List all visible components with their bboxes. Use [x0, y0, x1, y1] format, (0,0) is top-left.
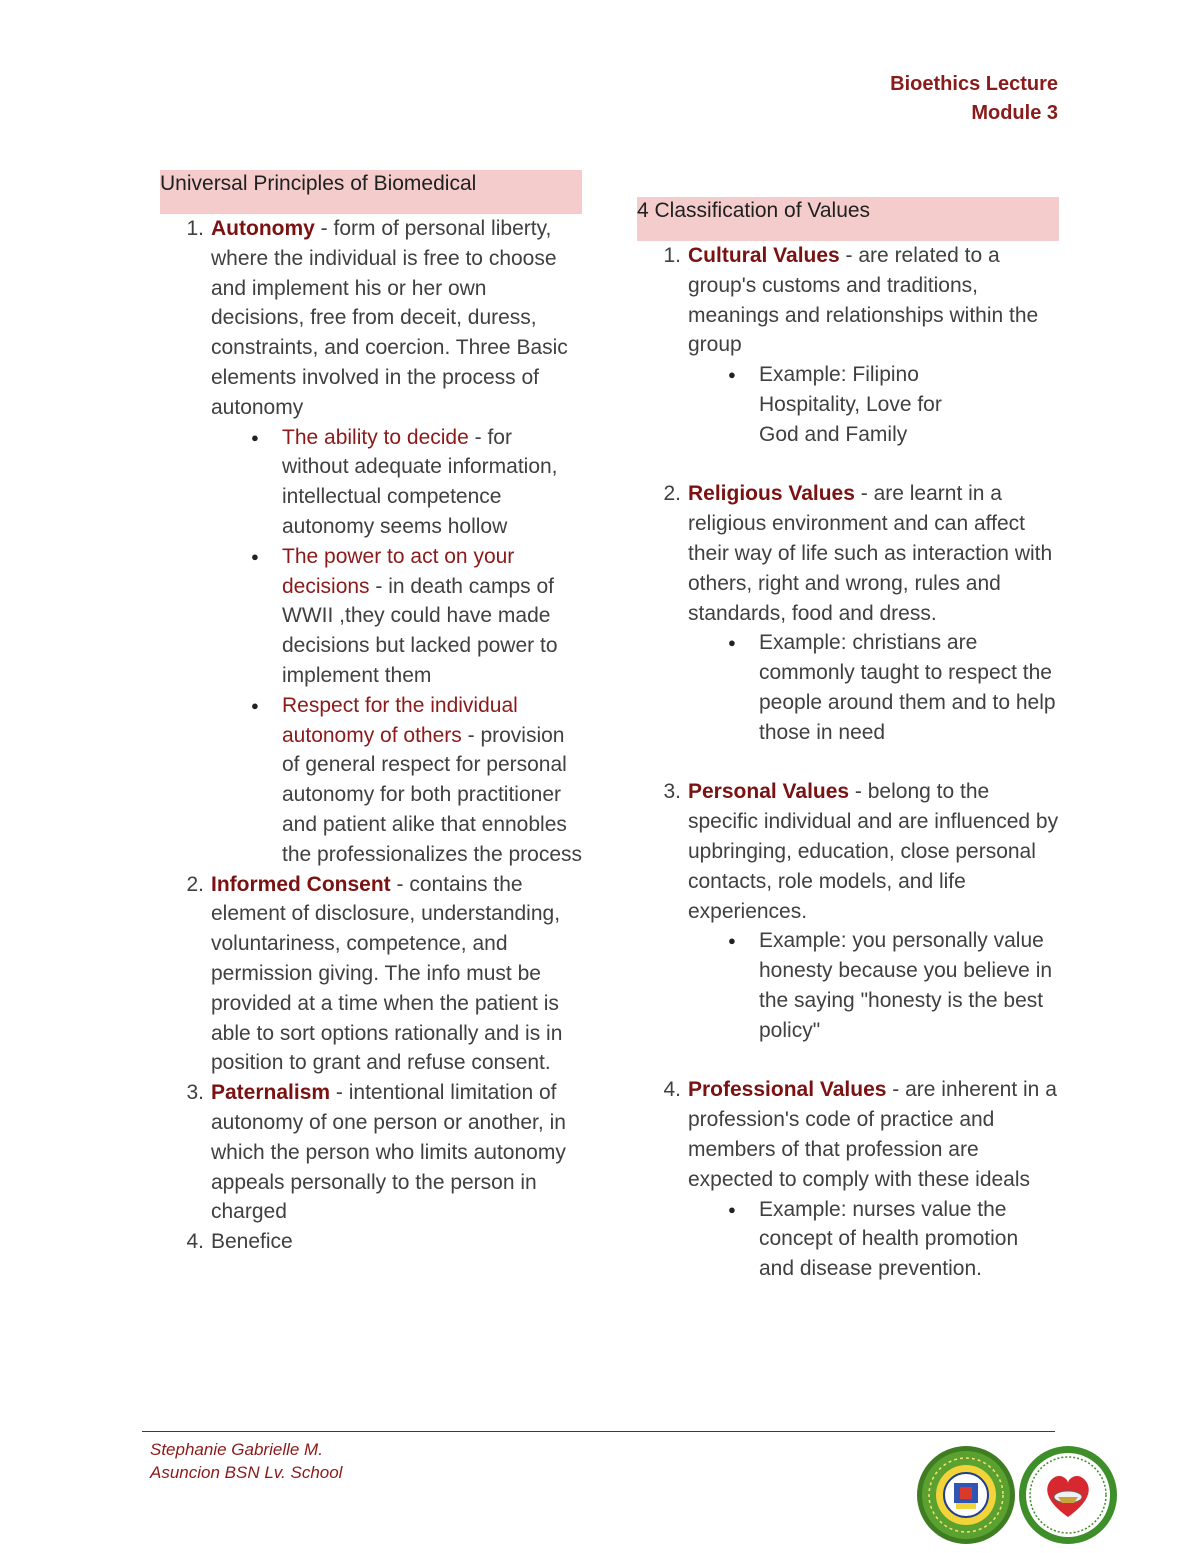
list-item	[637, 1075, 1059, 1284]
term-label: Informed Consent	[211, 872, 391, 896]
list-item	[160, 1078, 582, 1227]
list-number: 3.	[186, 1081, 204, 1105]
term-description: - are inherent in a profession's code of practice and members of that profession are expected to comply with these ideals	[688, 1078, 1057, 1191]
subterm-description: - for without adequate information, intellectual competence autonomy seems hollow	[282, 425, 558, 538]
bullet-dot-icon: ●	[728, 635, 736, 651]
bullet-dot-icon: ●	[728, 933, 736, 949]
term-label: Professional Values	[688, 1078, 887, 1102]
bullet-dot-icon: ●	[728, 1201, 736, 1217]
bullet-item	[211, 542, 582, 691]
bullet-list	[688, 360, 1059, 449]
bullet-item	[211, 691, 582, 870]
bullet-item	[688, 628, 1059, 747]
list-number: 3.	[663, 780, 681, 804]
term-label: Religious Values	[688, 482, 855, 506]
footer-author: Stephanie Gabrielle M.	[150, 1440, 323, 1459]
bullet-item	[211, 423, 582, 542]
list-number: 1.	[663, 244, 681, 267]
term-label: Personal Values	[688, 780, 850, 804]
term-description: - are related to a group's customs and traditions, meanings and relationships within the group	[688, 244, 1039, 357]
values-list	[637, 241, 1059, 1284]
bullet-list	[688, 1195, 1059, 1284]
term-label: Cultural Values	[688, 244, 840, 267]
spacer	[637, 450, 1059, 480]
subterm-description: - in death camps of WWII ,they could have made decisions but lacked power to implement them	[282, 574, 558, 687]
list-number: 1.	[186, 217, 204, 240]
bullet-dot-icon: ●	[251, 697, 259, 713]
list-number: 2.	[663, 482, 681, 506]
section-title-principles: Universal Principles of Biomedical	[160, 170, 582, 214]
spacer	[637, 1046, 1059, 1076]
right-column	[637, 197, 1059, 1284]
list-item	[160, 1227, 582, 1257]
bullet-list	[688, 926, 1059, 1045]
subterm-label: Respect for the individual autonomy of others	[282, 693, 518, 747]
term-label: Autonomy	[211, 217, 315, 240]
subterm-label: The ability to decide	[282, 425, 469, 449]
list-item	[637, 777, 1059, 1045]
bullet-dot-icon: ●	[251, 548, 259, 564]
footer-divider	[142, 1431, 1055, 1432]
bullet-list	[688, 628, 1059, 747]
term-description: - belong to the specific individual and are influenced by upbringing, education, close personal contacts, role models, and life experiences.	[688, 780, 1059, 923]
term-description: - contains the element of disclosure, understanding, voluntariness, competence, and permission giving. The info must be provided at a time when the patient is able to sort options rationally and is in position to grant and refuse consent.	[211, 872, 563, 1075]
principles-list	[160, 214, 582, 1257]
college-of-nursing-seal-icon	[1018, 1445, 1118, 1545]
list-item	[160, 870, 582, 1079]
subterm-label: The power to act on your decisions	[282, 544, 515, 598]
section-title-values: 4 Classification of Values	[637, 197, 1059, 241]
bullet-item	[688, 1195, 1059, 1284]
list-item	[637, 241, 1059, 450]
bullet-item	[688, 360, 1059, 449]
footer-author-cut: Asuncion BSN Lv. School	[150, 1463, 343, 1482]
term-plain: Benefice	[211, 1230, 293, 1254]
left-column	[160, 170, 582, 1257]
term-description: - intentional limitation of autonomy of one person or another, in which the person who limits autonomy appeals personally to the person in charged	[211, 1081, 566, 1224]
example-text: Example: you personally value honesty because you believe in the saying "honesty is the best policy"	[759, 929, 1053, 1042]
bullet-item	[688, 926, 1059, 1045]
example-text: Example: nurses value the concept of health promotion and disease prevention.	[759, 1197, 1019, 1281]
term-label: Paternalism	[211, 1081, 331, 1105]
spacer	[637, 748, 1059, 778]
header-module: Module 3	[971, 102, 1058, 124]
subterm-description: - provision of general respect for personal autonomy for both practitioner and patient alike that ennobles the professionalizes the process	[282, 723, 582, 866]
page-header	[890, 70, 1058, 128]
list-number: 4.	[663, 1078, 681, 1102]
example-text: Example: Filipino Hospitality, Love for God and Family	[759, 363, 942, 446]
bullet-dot-icon: ●	[728, 367, 736, 383]
header-course: Bioethics Lecture	[890, 73, 1058, 95]
list-item	[160, 214, 582, 870]
university-seal-icon	[916, 1445, 1016, 1545]
bullet-list	[211, 423, 582, 870]
list-number: 2.	[186, 872, 204, 896]
example-text: Example: christians are commonly taught to respect the people around them and to help those in need	[759, 631, 1056, 744]
bullet-dot-icon: ●	[251, 429, 259, 445]
term-description: - form of personal liberty, where the individual is free to choose and implement his or her own decisions, free from deceit, duress, constraints, and coercion. Three Basic elements involved in the process of autonomy	[211, 217, 568, 419]
list-item	[637, 479, 1059, 747]
term-description: - are learnt in a religious environment and can affect their way of life such as interaction with others, right and wrong, rules and standards, food and dress.	[688, 482, 1053, 625]
list-number: 4.	[186, 1230, 204, 1254]
